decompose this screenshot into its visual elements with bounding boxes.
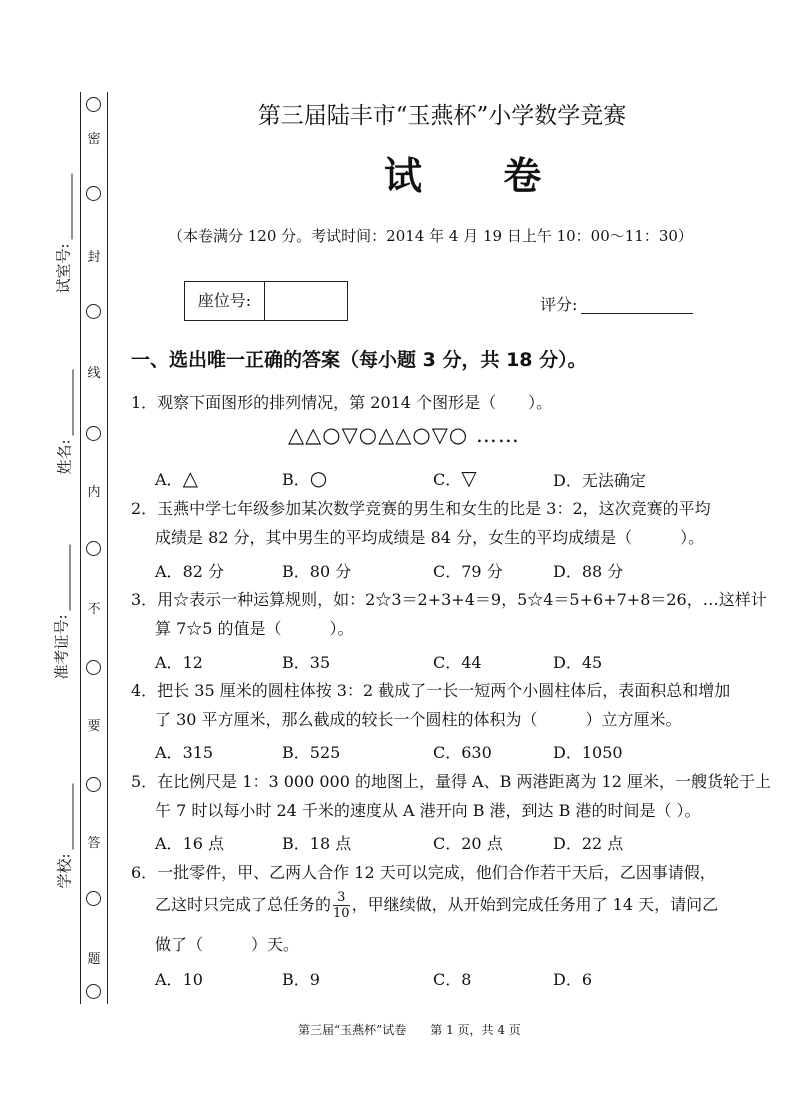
question-6-stem: 6．一批零件，甲、乙两人合作 12 天可以完成，他们合作若干天后，乙因事请假，: [131, 863, 716, 882]
binding-hole: [86, 186, 101, 201]
page-footer: 第三届“玉燕杯”试卷 第 1 页，共 4 页: [298, 1023, 521, 1037]
binding-line-left: [80, 92, 81, 1004]
seal-char: 要: [87, 719, 101, 734]
option-c[interactable]: C．▽: [433, 466, 477, 490]
question-3-stem-cont: 算 7☆5 的值是（ ）。: [155, 619, 354, 638]
field-name[interactable]: 姓名:: [54, 375, 75, 475]
question-6-stem-end: 做了（ ）天。: [155, 935, 300, 954]
field-admission-number[interactable]: 准考证号:: [51, 550, 72, 680]
option-a[interactable]: A．82 分: [155, 562, 225, 581]
option-d[interactable]: D．无法确定: [553, 471, 646, 490]
binding-hole: [86, 777, 101, 792]
question-3-stem: 3．用☆表示一种运算规则，如：2☆3＝2+3+4＝9，5☆4＝5+6+7+8＝26，…这样计: [131, 590, 767, 609]
question-2-stem: 2．玉燕中学七年级参加某次数学竞赛的男生和女生的比是 3：2，这次竞赛的平均: [131, 499, 711, 518]
binding-hole: [86, 426, 101, 441]
seal-char: 密: [87, 132, 101, 147]
question-4-stem-cont: 了 30 平方厘米，那么截成的较长一个圆柱的体积为（ ）立方厘米。: [155, 710, 682, 729]
seat-label: 座位号:: [185, 282, 265, 320]
shape-sequence: △△○▽○△△○▽○ ……: [288, 423, 520, 447]
binding-line-right: [107, 92, 108, 1004]
option-d[interactable]: D．1050: [553, 743, 623, 762]
seat-number-box[interactable]: [184, 281, 348, 321]
seal-char: 题: [87, 952, 101, 967]
option-b[interactable]: B．80 分: [282, 562, 352, 581]
option-c[interactable]: C．20 点: [433, 834, 503, 853]
option-d[interactable]: D．6: [553, 970, 593, 989]
page-title: 第三届陆丰市“玉燕杯”小学数学竞赛: [257, 103, 627, 129]
seal-char: 答: [87, 836, 101, 851]
option-b[interactable]: B．○: [282, 466, 328, 490]
option-a[interactable]: A．12: [155, 653, 203, 672]
binding-hole: [86, 304, 101, 319]
option-a[interactable]: A．△: [155, 466, 198, 490]
option-c[interactable]: C．44: [433, 653, 482, 672]
score-field[interactable]: 评分:: [540, 292, 693, 315]
field-school[interactable]: 学校:: [54, 789, 75, 889]
option-a[interactable]: A．315: [155, 743, 214, 762]
option-b[interactable]: B．35: [282, 653, 331, 672]
option-d[interactable]: D．22 点: [553, 834, 624, 853]
option-b[interactable]: B．525: [282, 743, 341, 762]
question-2-stem-cont: 成绩是 82 分，其中男生的平均成绩是 84 分，女生的平均成绩是（ ）。: [155, 528, 705, 547]
binding-hole: [86, 660, 101, 675]
option-b[interactable]: B．9: [282, 970, 320, 989]
question-4-stem: 4．把长 35 厘米的圆柱体按 3：2 截成了一长一短两个小圆柱体后，表面积总和增加: [131, 681, 731, 700]
option-c[interactable]: C．79 分: [433, 562, 503, 581]
field-exam-room[interactable]: 试室号:: [53, 184, 74, 294]
binding-hole: [86, 541, 101, 556]
seal-char: 不: [87, 602, 101, 617]
binding-hole: [86, 984, 101, 999]
option-c[interactable]: C．8: [433, 970, 472, 989]
section-heading: 一、选出唯一正确的答案（每小题 3 分，共 18 分）。: [131, 349, 587, 371]
fraction: $\frac{3}{10}$: [333, 890, 350, 921]
option-c[interactable]: C．630: [433, 743, 492, 762]
binding-hole: [86, 891, 101, 906]
option-a[interactable]: A．10: [155, 970, 203, 989]
option-b[interactable]: B．18 点: [282, 834, 352, 853]
question-5-stem: 5．在比例尺是 1：3 000 000 的地图上，量得 A、B 两港距离为 12 厘米，一艘货轮于上: [131, 772, 771, 791]
option-d[interactable]: D．88 分: [553, 562, 624, 581]
page-subtitle: 试 卷: [384, 153, 576, 198]
option-d[interactable]: D．45: [553, 653, 603, 672]
question-1-stem: 1．观察下面图形的排列情况，第 2014 个图形是（ ）。: [131, 393, 553, 412]
seal-char: 封: [87, 250, 101, 265]
question-6-stem-cont: 乙这时只完成了总任务的 $\frac{3}{10}$ ，甲继续做，从开始到完成任务用了 14 天，请问乙: [155, 890, 719, 921]
option-a[interactable]: A．16 点: [155, 834, 225, 853]
seal-char: 线: [87, 366, 101, 381]
question-5-stem-cont: 午 7 时以每小时 24 千米的速度从 A 港开向 B 港，到达 B 港的时间是（ ）。: [155, 801, 701, 820]
exam-info: （本卷满分 120 分。考试时间：2014 年 4 月 19 日上午 10：00～11：30）: [168, 227, 693, 245]
seal-char: 内: [87, 485, 101, 500]
